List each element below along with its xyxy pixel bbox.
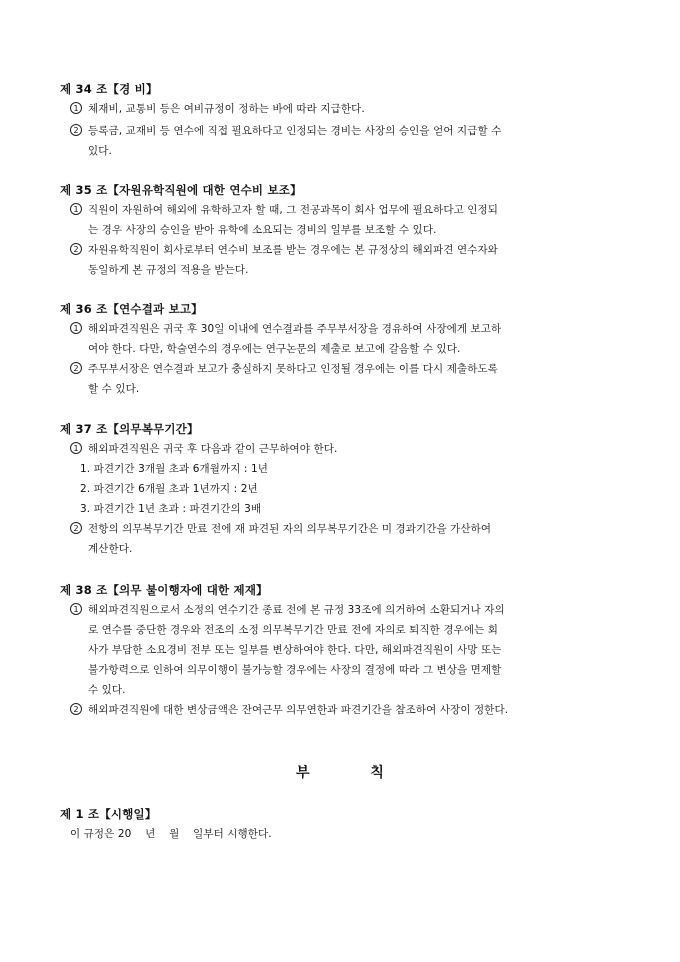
item-marker-1: 1 xyxy=(70,322,82,334)
article-37-item-2-line-2: 계산한다. xyxy=(88,543,133,555)
item-marker-1: 1 xyxy=(70,603,82,615)
article-36-item-1-line-2: 여야 한다. 다만, 학술연수의 경우에는 연구논문의 제출로 보고에 갈음할 수 있다. xyxy=(88,343,461,355)
article-38-item-1-line-2: 로 연수를 중단한 경우와 전조의 소정 의무복무기간 만료 전에 자의로 퇴직한 경우에는 회 xyxy=(88,624,498,636)
article-35-item-1-line-1: 직원이 자원하여 해외에 유학하고자 할 때, 그 전공과목이 회사 업무에 필요하다고 인정되 xyxy=(88,204,498,216)
supplementary-heading: 부 칙 xyxy=(296,765,412,781)
item-marker-1: 1 xyxy=(70,102,82,114)
article-35-item-2-line-2: 동일하게 본 규정의 적용을 받는다. xyxy=(88,264,249,276)
article-35-title: 제 35 조【자원유학직원에 대한 연수비 보조】 xyxy=(60,183,302,197)
article-36-item-2-line-1: 주무부서장은 연수결과 보고가 충실하지 못하다고 인정될 경우에는 이를 다시 제출하도록 xyxy=(88,363,498,375)
article-34-title: 제 34 조【경 비】 xyxy=(60,82,158,96)
article-37-subitem-1: 1. 파견기간 3개월 초과 6개월까지 : 1년 xyxy=(80,463,268,475)
item-marker-2: 2 xyxy=(70,243,82,255)
article-36-item-1-line-1: 해외파견직원은 귀국 후 30일 이내에 연수결과를 주무부서장을 경유하여 사장에게 보고하 xyxy=(88,323,502,335)
article-35-item-1-line-2: 는 경우 사장의 승인을 받아 유학에 소요되는 경비의 일부를 보조할 수 있다. xyxy=(88,224,437,236)
article-34-item-2-line-2: 있다. xyxy=(88,145,112,157)
article-36-title: 제 36 조【연수결과 보고】 xyxy=(60,302,203,316)
article-38-item-1-line-5: 수 있다. xyxy=(88,684,126,696)
supplementary-article-1-title: 제 1 조【시행일】 xyxy=(60,807,157,821)
item-marker-2: 2 xyxy=(70,703,82,715)
article-36-item-2-line-2: 할 수 있다. xyxy=(88,383,140,395)
article-35-item-2-line-1: 자원유학직원이 회사로부터 연수비 보조를 받는 경우에는 본 규정상의 해외파견 연수자와 xyxy=(88,244,498,256)
article-37-title: 제 37 조【의무복무기간】 xyxy=(60,422,199,436)
article-34-item-2-line-1: 등록금, 교재비 등 연수에 직접 필요하다고 인정되는 경비는 사장의 승인을 얻어 지급할 수 xyxy=(88,125,502,137)
item-marker-1: 1 xyxy=(70,203,82,215)
item-marker-2: 2 xyxy=(70,522,82,534)
article-38-item-1-line-1: 해외파견직원으로서 소정의 연수기간 종료 전에 본 규정 33조에 의거하여 소환되거나 자의 xyxy=(88,604,505,616)
article-38-title: 제 38 조【의무 불이행자에 대한 제재】 xyxy=(60,583,268,597)
article-37-subitem-2: 2. 파견기간 6개월 초과 1년까지 : 2년 xyxy=(80,483,258,495)
article-37-item-1-line-1: 해외파견직원은 귀국 후 다음과 같이 근무하여야 한다. xyxy=(88,443,338,455)
effective-date-text: 이 규정은 20 년 월 일부터 시행한다. xyxy=(70,828,272,840)
item-marker-2: 2 xyxy=(70,362,82,374)
article-38-item-1-line-4: 불가항력으로 인하여 의무이행이 불가능할 경우에는 사장의 결정에 따라 그 변상을 면제할 xyxy=(88,664,502,676)
article-38-item-1-line-3: 사가 부담한 소요경비 전부 또는 일부를 변상하여야 한다. 다만, 해외파견직원이 사망 또는 xyxy=(88,644,502,656)
article-37-subitem-3: 3. 파견기간 1년 초과 : 파견기간의 3배 xyxy=(80,503,262,515)
article-37-item-2-line-1: 전항의 의무복무기간 만료 전에 재 파견된 자의 의무복무기간은 미 경과기간을 가산하여 xyxy=(88,523,492,535)
item-marker-1: 1 xyxy=(70,442,82,454)
item-marker-2: 2 xyxy=(70,124,82,136)
article-34-item-1-line-1: 체재비, 교통비 등은 여비규정이 정하는 바에 따라 지급한다. xyxy=(88,103,365,115)
article-38-item-2-line-1: 해외파견직원에 대한 변상금액은 잔여근무 의무연한과 파견기간을 참조하여 사장이 정한다. xyxy=(88,704,509,716)
